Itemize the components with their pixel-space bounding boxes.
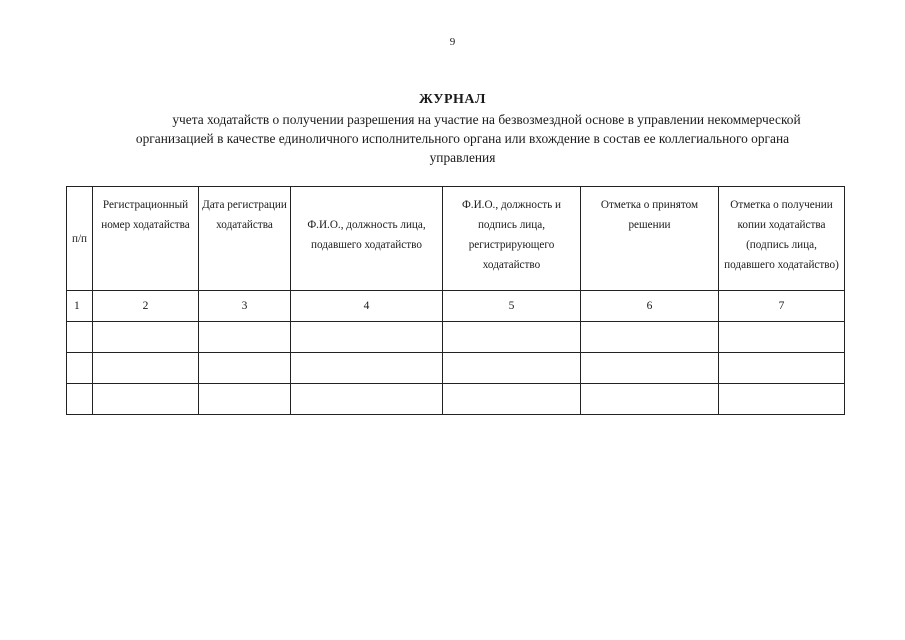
header-cell bbox=[291, 187, 443, 291]
subtitle-line-1: учета ходатайств о получении разрешения на участие на безвозмездной основе в управлении некоммерческой bbox=[172, 112, 801, 127]
table-cell bbox=[443, 384, 581, 415]
header-label: Ф.И.О., должность и подпись лица, регистрирующего ходатайство bbox=[461, 199, 562, 271]
table-cell bbox=[67, 322, 93, 353]
table-row bbox=[67, 322, 845, 353]
header-label: п/п bbox=[71, 232, 88, 245]
table-cell bbox=[199, 353, 291, 384]
table-row bbox=[67, 384, 845, 415]
column-number-cell: 1 bbox=[67, 291, 93, 322]
header-label: Отметка о получении копии ходатайства (подпись лица, подавшего ходатайство) bbox=[724, 199, 839, 271]
table-row bbox=[67, 353, 845, 384]
table-cell bbox=[199, 322, 291, 353]
header-cell bbox=[443, 187, 581, 291]
document-subtitle bbox=[90, 110, 835, 167]
table-cell bbox=[93, 322, 199, 353]
table-cell bbox=[719, 322, 845, 353]
column-number-cell: 2 bbox=[93, 291, 199, 322]
header-label: Отметка о принятом решении bbox=[600, 199, 699, 231]
table-cell bbox=[67, 353, 93, 384]
header-cell bbox=[719, 187, 845, 291]
column-number-cell: 7 bbox=[719, 291, 845, 322]
journal-table bbox=[66, 186, 845, 415]
header-label: Регистрационный номер ходатайства bbox=[101, 199, 190, 231]
header-cell bbox=[93, 187, 199, 291]
table-cell bbox=[67, 384, 93, 415]
table-cell bbox=[291, 384, 443, 415]
table-cell bbox=[93, 384, 199, 415]
subtitle-line-2: организацией в качестве единоличного исполнительного органа или вхождение в состав ее коллегиального органа bbox=[135, 131, 790, 146]
table-cell bbox=[581, 322, 719, 353]
document-title: ЖУРНАЛ bbox=[419, 92, 486, 107]
header-cell bbox=[581, 187, 719, 291]
header-label: Ф.И.О., должность лица, подавшего ходатайство bbox=[307, 219, 426, 251]
table-cell bbox=[719, 353, 845, 384]
subtitle-line-3: управления bbox=[429, 150, 496, 165]
column-number-row bbox=[67, 291, 845, 322]
table-cell bbox=[291, 353, 443, 384]
column-number-cell: 5 bbox=[443, 291, 581, 322]
column-number-cell: 3 bbox=[199, 291, 291, 322]
column-number-cell: 4 bbox=[291, 291, 443, 322]
table-cell bbox=[443, 353, 581, 384]
table-cell bbox=[291, 322, 443, 353]
table-cell bbox=[719, 384, 845, 415]
header-label: Дата регистрации ходатайства bbox=[202, 199, 287, 231]
table-cell bbox=[443, 322, 581, 353]
column-number-cell: 6 bbox=[581, 291, 719, 322]
header-row bbox=[67, 187, 845, 291]
table-cell bbox=[93, 353, 199, 384]
table-cell bbox=[581, 353, 719, 384]
header-cell bbox=[199, 187, 291, 291]
header-cell bbox=[67, 187, 93, 291]
table-cell bbox=[199, 384, 291, 415]
page-number: 9 bbox=[449, 36, 456, 48]
table-cell bbox=[581, 384, 719, 415]
